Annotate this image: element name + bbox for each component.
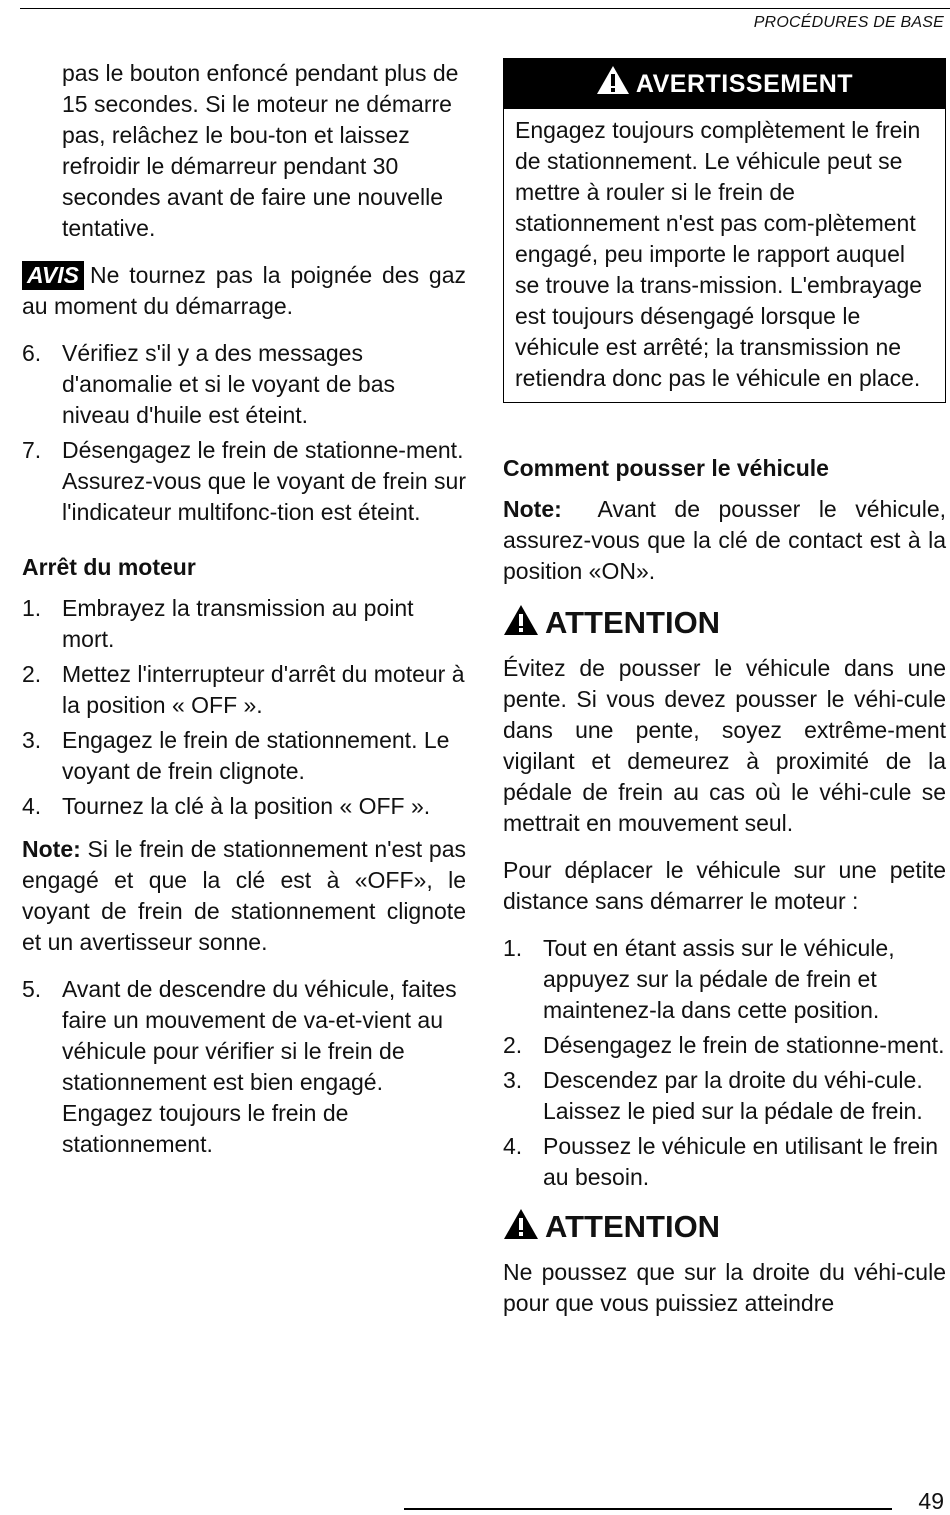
note-label: Note: xyxy=(22,836,81,862)
warning-body xyxy=(504,109,945,402)
right-column xyxy=(503,58,946,1319)
stop-steps-list xyxy=(22,593,466,822)
warning-triangle-icon xyxy=(503,1208,539,1240)
list-item: 3. Descendez par la droite du véhi-cule. Laissez le pied sur la pédale de frein. xyxy=(503,1067,923,1124)
warning-text: Engagez toujours complètement le frein de stationnement. Le véhicule peut se mettre à rouler si le frein de stationnement n'est pas com-plètement engagé, peu importe le rapport auquel se trouve la trans-mission. L'embrayage est toujours désengagé lorsque le véhicule est arrêté; la transmission ne retiendra donc pas le véhicule en place. xyxy=(515,117,923,391)
warning-header xyxy=(504,59,945,109)
warning-box xyxy=(503,58,946,403)
note-label: Note: xyxy=(503,496,562,522)
running-head: PROCÉDURES DE BASE xyxy=(753,14,944,31)
note-parking-brake: Note: Si le frein de stationnement n'est pas engagé et que la clé est à «OFF», le voyant de frein de stationnement clignote et un avertisseur sonne. xyxy=(22,836,466,955)
header-rule xyxy=(20,8,950,9)
warning-title: AVERTISSEMENT xyxy=(635,70,854,98)
warning-triangle-icon xyxy=(596,65,630,95)
page-number: 49 xyxy=(918,1488,944,1514)
section-heading-push-vehicle: Comment pousser le véhicule xyxy=(503,455,829,481)
avis-badge: AVIS xyxy=(22,261,84,290)
attention-title: ATTENTION xyxy=(545,605,721,640)
list-item: 4. Tournez la clé à la position « OFF ». xyxy=(22,793,431,819)
note-push: Note: Avant de pousser le véhicule, assurez-vous que la clé de contact est à la position «ON». xyxy=(503,496,946,584)
list-item: 6. Vérifiez s'il y a des messages d'anomalie et si le voyant de bas niveau d'huile est éteint. xyxy=(22,340,395,428)
footer-rule xyxy=(404,1508,892,1510)
list-item: 4. Poussez le véhicule en utilisant le frein au besoin. xyxy=(503,1133,939,1190)
list-item: 7. Désengagez le frein de stationne-ment. Assurez-vous que le voyant de frein sur l'indicateur multifonc-tion est éteint. xyxy=(22,437,466,525)
list-item: 1. Tout en étant assis sur le véhicule, appuyez sur la pédale de frein et maintenez-la dans cette position. xyxy=(503,935,895,1023)
attention-text: Évitez de pousser le véhicule dans une pente. Si vous devez pousser le véhi-cule dans une pente, soyez extrême-ment vigilant et demeurez à proximité de la pédale de frein au cas où le véhi-cule se mettrait en mouvement seul. xyxy=(503,655,946,836)
list-item: 5. Avant de descendre du véhicule, faites faire un mouvement de va-et-vient au véhicule pour vérifier si le frein de stationnement est bien engagé. Engagez toujours le frein de stationnement. xyxy=(22,976,457,1157)
dismount-steps-list xyxy=(22,974,466,1160)
warning-triangle-icon xyxy=(503,604,539,636)
list-item: 2. Mettez l'interrupteur d'arrêt du moteur à la position « OFF ». xyxy=(22,661,465,718)
push-steps-list xyxy=(503,933,946,1193)
section-heading-stop-engine: Arrêt du moteur xyxy=(22,554,196,580)
avis-text: Ne tournez pas la poignée des gaz au moment du démarrage. xyxy=(22,262,466,319)
attention-text: Ne poussez que sur la droite du véhi-cule pour que vous puissiez atteindre xyxy=(503,1259,946,1316)
list-item: 2. Désengagez le frein de stationne-ment. xyxy=(503,1032,945,1058)
attention-title: ATTENTION xyxy=(545,1209,721,1244)
list-item: 3. Engagez le frein de stationnement. Le voyant de frein clignote. xyxy=(22,727,450,784)
avis-notice xyxy=(22,260,466,322)
push-intro: Pour déplacer le véhicule sur une petite distance sans démarrer le moteur : xyxy=(503,857,946,914)
left-column xyxy=(22,58,466,1172)
attention-heading xyxy=(503,1207,946,1247)
continued-text: pas le bouton enfoncé pendant plus de 15 secondes. Si le moteur ne démarre pas, relâchez le bou-ton et laissez refroidir le démarreur pendant 30 secondes avant de faire une nouvelle tentative. xyxy=(62,60,459,241)
list-item: 1. Embrayez la transmission au point mort. xyxy=(22,595,414,652)
attention-heading xyxy=(503,603,946,643)
start-steps-list xyxy=(22,338,466,528)
